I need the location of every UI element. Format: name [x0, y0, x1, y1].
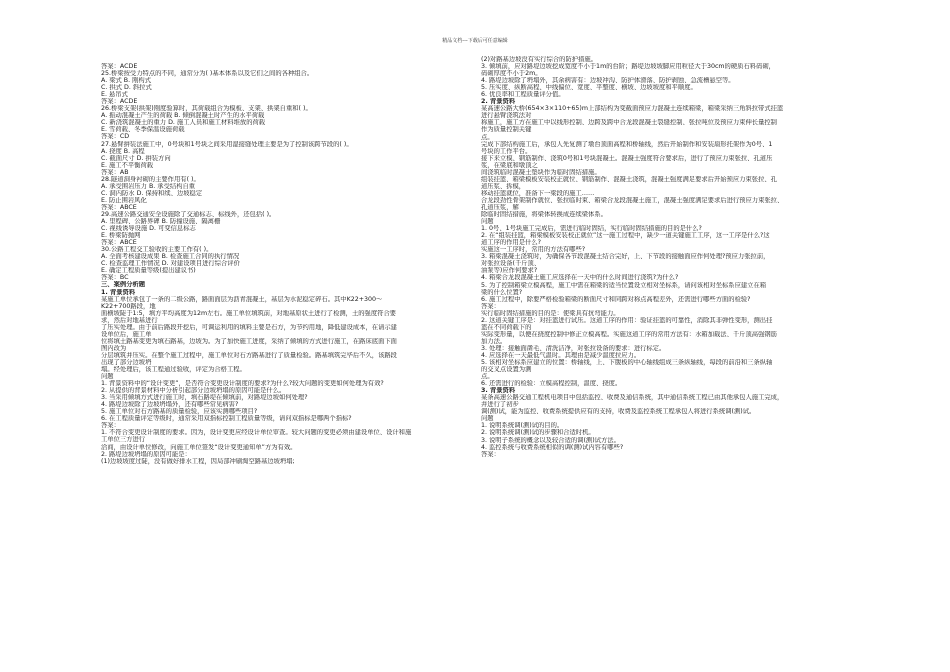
- text-line: 移动挂篮就位，准备下一梁段的施工……: [481, 189, 595, 197]
- text-line: 实际变形量，以便在挠度控制中修正立模高程。实施这道工序的常用方法有：水箱加载法、千斤顶高强钢筋: [481, 330, 777, 338]
- text-line: 问题: [101, 373, 114, 381]
- section-heading: 3. 背景资料: [481, 387, 516, 395]
- text-line: 工单位三方进行: [101, 436, 146, 444]
- text-line: A. 全面考核建设成果 B. 检查施工合同的执行情况: [101, 253, 240, 261]
- text-line: 6. 还需进行的检验：立模高程控制，温度、挠度。: [481, 380, 622, 388]
- text-line: 调(测)试，能为监控、收费系统提供应有的支持，收费及监控系统工程承包人将进行系统调(测)试。: [481, 408, 756, 416]
- text-line: 加力法。: [481, 337, 507, 345]
- text-line: 3. 箱梁混凝土浇筑时，为确保各节段混凝土结合完好，上、下节段的接触面应作何处理?预应力张拉前，: [481, 253, 770, 261]
- text-line: E. 施工不平衡荷载: [101, 161, 154, 169]
- text-line: E. 雪荷载、冬季保温设施荷载: [101, 126, 185, 134]
- text-line: 2. 从提供的背景材料中分析引起部分边坡坍塌的原因可能是什么。: [101, 387, 286, 395]
- page-header: 精品文档---下载后可任意编辑: [442, 38, 508, 44]
- text-line: 2. 路堤边坡坍塌的原因可能是：: [101, 450, 191, 458]
- section-heading: 三、案例分析题: [101, 281, 146, 289]
- text-line: E. 确定工程质量等级(提出建议书): [101, 267, 196, 275]
- text-line: 5. 压实度、纵断高程、中线偏位、宽度、平整度、横坡、边坡坡度和平顺度。: [481, 84, 697, 92]
- text-line: 实施这一工序时，常用的方法有哪些?: [481, 246, 586, 254]
- text-line: 洽商，由设计单位修改，向施工单位签发“设计变更通知单”方为有效。: [101, 443, 297, 451]
- text-line: A. 梁式 B. 刚构式: [101, 77, 152, 85]
- text-line: 求，然后对地基进行: [101, 316, 158, 324]
- text-line: 问题: [481, 218, 494, 226]
- text-line: 5. 为了控制箱梁立模高程，施工中需在箱梁的适当位置设立相对坐标系，请问该相对坐标系应建立在箱: [481, 281, 767, 289]
- text-line: C. 新浇筑混凝土的重力 D. 施工人员和施工材料堆放的荷载: [101, 119, 266, 127]
- text-line: 某高速公路大桥(654×3×110+65)m上部结构为变截面预应力混凝土连续箱梁，箱梁采纳三角斜拉带式挂篮: [481, 105, 784, 113]
- text-line: 孔道压浆，解: [481, 203, 519, 211]
- left-column: [101, 63, 472, 659]
- text-line: C. 拱式 D. 斜拉式: [101, 84, 152, 92]
- text-line: 3. 倾填前，应对路堤边坡挖成宽度不小于1m的台阶；路堤边坡坡脚应用粒径大于30cm的硬质石料码砌，: [481, 63, 775, 71]
- text-line: 答案：CD: [101, 133, 130, 141]
- text-line: 点。: [481, 133, 494, 141]
- text-line: 道工序的作用是什么?: [481, 239, 542, 247]
- text-line: 梁的什么位置?: [481, 288, 523, 296]
- text-line: 道压浆、拆模，: [481, 182, 526, 190]
- text-line: 某条高速公路交通工程机电项目中包括监控、收费及通信系统，其中通信系统工程已由其他承包人施工完成，: [481, 394, 784, 402]
- text-line: 实行临时固结措施的目的是：使梁具有抗弯能力。: [481, 309, 620, 317]
- text-line: 28.隧道洞身衬砌的主要作用有( )。: [101, 175, 200, 183]
- text-line: 问题: [481, 415, 494, 423]
- text-line: 完成下部结构施工后，承包人先复测了墩台顶面高程和桥轴线，然后开始制作和安装扇形托架作为0号、1: [481, 140, 773, 148]
- text-line: A. 振动混凝土产生的荷载 B. 倾倒混凝土时产生的水平荷载: [101, 112, 265, 120]
- text-line: 4. 应选择在一天最低气温时。其理由是减少温度拉应力。: [481, 351, 641, 359]
- text-line: 组装挂篮、箱梁模板安装校正就位、钢筋制作、混凝土浇筑，混凝土强度满足要求后开始预应力束张拉、孔: [481, 175, 777, 183]
- text-line: 2. 在“组装挂篮，箱梁模板安装校正就位”这一施工过程中，缺少一道关键施工工序，这一工序是什么?这: [481, 232, 770, 240]
- text-line: 设单位后，施工单: [101, 330, 152, 338]
- text-line: 4. 监控系统与收费系统相似的调(测)试内容有哪些?: [481, 443, 624, 451]
- text-line: 2. 说明系统调(测)试的步骤和合适时机。: [481, 429, 595, 437]
- text-line: E. 桥梁防抛网: [101, 232, 141, 240]
- text-line: 26.桥梁支架(拱架)刚度验算时，其荷载组合为模板、支架、拱架自重和( )。: [101, 105, 312, 113]
- text-line: 面横坡陡于1:5，填方平均高度为12m左右。施工单位填筑前，对地基原状土进行了检测，土的强度符合要: [101, 309, 397, 317]
- text-line: K22+700路段，地: [101, 302, 156, 310]
- text-line: 6. 优良率和工程质量评分值。: [481, 91, 565, 99]
- text-line: A. 挠度 B. 高程: [101, 147, 145, 155]
- text-line: 4. 箱梁合龙段混凝土施工应选择在一天中的什么时间进行浇筑?为什么?: [481, 274, 679, 282]
- text-line: 了压实处理。由于前后路段开挖后，可调运利用的填料主要是石方，为节约用地，降低建设成本，在请示建: [101, 323, 397, 331]
- text-line: 间浇筑临时混凝土垫块作为临时固结措施。: [481, 168, 601, 176]
- section-heading: 1. 背景资料: [101, 288, 136, 296]
- text-line: 答案：ABCE: [101, 239, 137, 247]
- text-line: 位将填土路基变更为填石路基，边坡为。为了加快施工进度，采纳了倾填的方式进行施工，在路床底面下面: [101, 337, 397, 345]
- text-line: 1. 不符合变更设计制度的要求。因为，设计变更应经设计单位审查。较大问题的变更必须由建设单位、设计和施: [101, 429, 412, 437]
- text-line: 29.高速公路交通安全设施除了交通标志、标线外，还包括( )。: [101, 210, 276, 218]
- text-line: 1. 背景资料中的“设计变更”，是否符合变更设计制度的要求?为什么?较大问题的变更如何处理为有效?: [101, 380, 384, 388]
- section-heading: 2. 背景资料: [481, 98, 516, 106]
- text-line: 3. 处理：接触面凿毛、清洗洁净，对张拉设备的要求：进行标定。: [481, 344, 666, 352]
- text-line: 答案：ACDE: [101, 63, 138, 70]
- text-line: 2. 这道关键工序是：对挂篮进行试压。这道工序的作用：验证挂篮的可靠性，消除其非弹性变形，测出挂: [481, 316, 773, 324]
- text-line: 5. 该相对坐标系应建立的位置：桥轴线，上、下腹板的中心轴线组成三条纵轴线，每段的前沿和三条纵轴: [481, 359, 773, 367]
- text-line: 码砌厚度不小于2m。: [481, 70, 542, 78]
- text-line: 30.公路工程交工验收的主要工作有( )。: [101, 246, 213, 254]
- text-line: 1. 0号、1号块施工完成后，需进行临时固结，实行临时固结措施的目的是什么?: [481, 225, 702, 233]
- text-line: 5. 施工单位对石方路基的质量检验，应该实测哪些项目?: [101, 408, 258, 416]
- text-line: 称施工，施工方在施工中以线形控制、边跨及跨中合龙段混凝土裂缝控制、张拉吨位及预应力束伸长量控制: [481, 119, 777, 127]
- text-line: 并进行了初步: [481, 401, 519, 409]
- text-line: C. 截面尺寸 D. 拼装方向: [101, 154, 171, 162]
- text-line: 出现了部分边坡坍: [101, 358, 152, 366]
- right-column: [481, 56, 857, 660]
- text-line: E. 防止围岩风化: [101, 196, 147, 204]
- text-line: 油泵等)应作何要求?: [481, 267, 538, 275]
- text-line: E. 悬吊式: [101, 91, 128, 99]
- text-line: 接下来立模、钢筋制作、浇筑0号和1号块混凝土。混凝土强度符合要求后，进行了预应力束张拉、孔道压: [481, 154, 773, 162]
- text-line: 3. 说明子系统的概念以及较合适的调(测)试方法。: [481, 436, 620, 444]
- text-line: 合龙段劲性骨架制作就位、张拉临时束、箱梁合龙段混凝土施工，混凝土强度满足要求后进行预应力束张拉、: [481, 196, 784, 204]
- text-line: 的交叉点设置为测: [481, 366, 532, 374]
- text-line: 答案：: [481, 450, 500, 458]
- text-line: 分层填筑并压实。在整个施工过程中，施工单位对石方路基进行了质量检验。路基填筑完毕后不久，该路段: [101, 351, 397, 359]
- text-line: 答案：: [101, 422, 120, 430]
- text-line: 4. 路堤边坡除了坍塌外，其余病害有：边坡冲沟、防护体滑落、防护剥蚀、急流槽悬空等。: [481, 77, 735, 85]
- text-line: 答案：AB: [101, 168, 129, 176]
- text-line: C. 洞内防水 D. 保持和续、边坡稳定: [101, 189, 203, 197]
- text-line: 篮在不同荷载下的: [481, 323, 532, 331]
- text-line: 进行悬臂浇筑法对: [481, 112, 532, 120]
- text-line: 答案：: [481, 302, 500, 310]
- text-line: A. 承受围岩压力 B. 承受结构自重: [101, 182, 196, 190]
- text-line: 答案：ABCE: [101, 203, 137, 211]
- text-line: C. 视线诱导设施 D. 可变信息标志: [101, 225, 196, 233]
- text-line: 某施工单位承包了一条的二级公路，路面面层为沥青混凝土，基层为水泥稳定碎石。其中K22+300～: [101, 295, 383, 303]
- text-line: 3. 当采用倾填方式进行施工时，填石路堤在倾填前，对路堤边坡如何处理?: [101, 394, 308, 402]
- text-line: (1)边坡坡度过陡，没有做好排水工程，因局部冲刷淘空路基边坡坍塌;: [101, 457, 295, 465]
- text-line: 4. 路堤边坡除了边坡坍塌外，还有哪些常见病害?: [101, 401, 239, 409]
- text-line: 对张拉设备(千斤顶、: [481, 260, 541, 268]
- text-line: 6. 施工过程中，除要严格检验箱梁的断面尺寸和同跨对称点高程差外，还需进行哪些方面的检验?: [481, 295, 751, 303]
- text-line: 27.悬臂拼装法施工中，0号块和1号块之间采用湿接缝处理主要是为了控制该跨节段的( )。: [101, 140, 353, 148]
- text-line: 浆，在梁底和墩顶之: [481, 161, 538, 169]
- text-line: 点。: [481, 373, 494, 381]
- text-line: (2)对路基边坡没有实行综合的防护措施。: [481, 56, 597, 63]
- text-line: 塌。经处理后，该工程通过验收，评定为合格工程。: [101, 366, 246, 374]
- text-line: 6. 在工程质量评定等级时，通常采用双指标控制工程质量等级，请问双指标是哪两个指标?: [101, 415, 352, 423]
- text-line: 作为质量控制关键: [481, 126, 532, 134]
- text-line: 25.桥梁按受力特点的不同，通常分为( )基本体系以及它们之间的各种组合。: [101, 70, 314, 78]
- text-line: 答案：BC: [101, 274, 129, 282]
- text-line: C. 检查监理工作情况 D. 对建设项目进行综合评价: [101, 260, 240, 268]
- text-line: A. 里程碑、公路界碑 B. 防撞设施、隔离栅: [101, 218, 221, 226]
- text-line: 号块的工作平台。: [481, 147, 532, 155]
- text-line: 除临时固结措施，将梁体转换成连续梁体系。: [481, 211, 607, 219]
- text-line: 图内改为: [101, 344, 127, 352]
- text-line: 1. 说明系统调(测)试的目的。: [481, 422, 564, 430]
- text-line: 答案：ACDE: [101, 98, 138, 106]
